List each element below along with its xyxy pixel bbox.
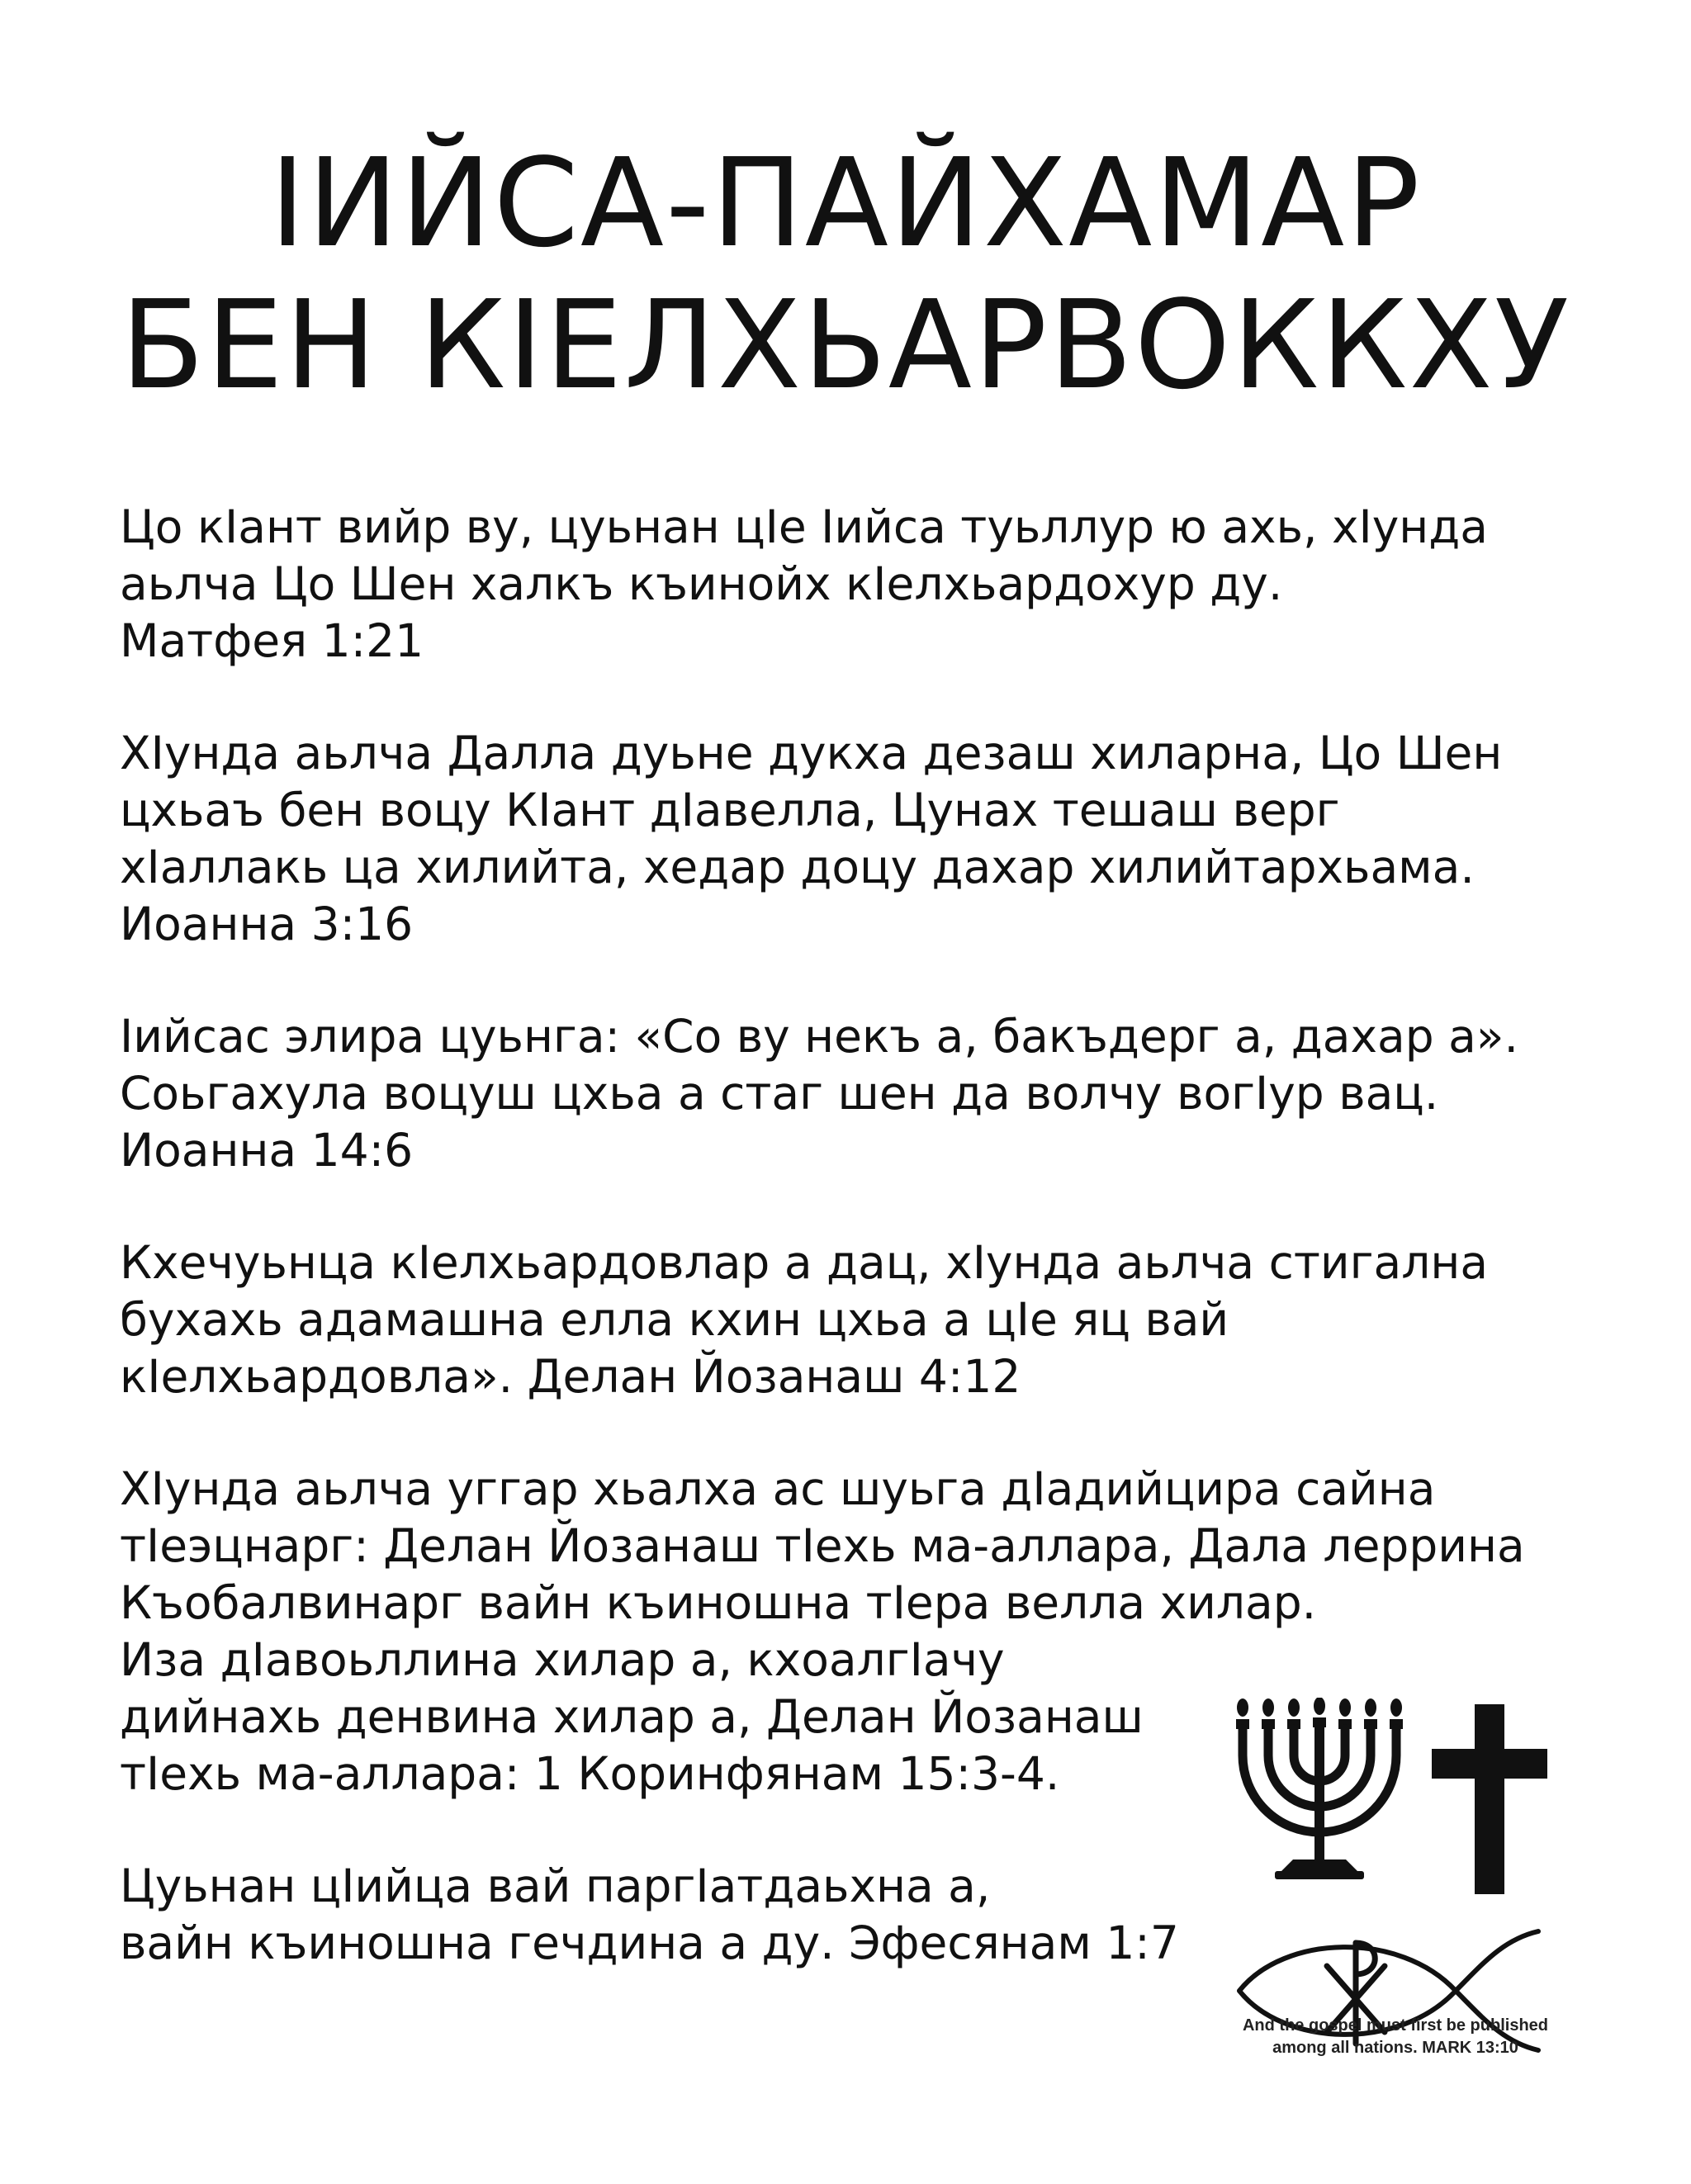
text-line: цхьаъ бен воцу КIант дIавелла, Цунах тешаш верг [120, 784, 1340, 836]
text-line: кIелхьардовла». Делан Йозанаш 4:12 [120, 1350, 1021, 1403]
text-line: Соьгахула воцуш цхьа а стаг шен да волчу вогIур вац. [120, 1067, 1439, 1120]
title-line-2: БЕН КІЕЛХЬАРВОККХУ [120, 274, 1571, 416]
text-line: ХIунда аьлча уггар хьалха ас шуьга дIадийцира сайна [120, 1462, 1436, 1515]
text-line: тIехь ма-аллара: 1 Коринфянам 15:3-4. [120, 1747, 1060, 1800]
caption-text [1131, 2015, 1660, 2059]
title-line-1: ІИЙСА-ПАЙХАМАР [269, 132, 1422, 274]
text-line: ХIунда аьлча Далла дуьне дукха дезаш хиларна, Цо Шен [120, 727, 1503, 779]
page-title [0, 132, 1691, 416]
cross-icon [1432, 1704, 1547, 1894]
text-line: тIеэцнарг: Делан Йозанаш тIехь ма-аллара, Дала леррина [120, 1519, 1525, 1572]
menorah-icon [1235, 1698, 1409, 1884]
verse-reference: Иоанна 14:6 [120, 1124, 414, 1177]
caption-line-1: And the gospel must first be published [1242, 2016, 1549, 2035]
text-line: аьлча Цо Шен халкъ къинойх кIелхьардохур ду. [120, 557, 1283, 610]
text-line: Иза дIавоьллина хилар а, кхоалгIачу [120, 1633, 1005, 1686]
verse-paragraph-john-3 [120, 725, 1606, 953]
text-line: дийнахь денвина хилар а, Делан Йозанаш [120, 1690, 1144, 1743]
text-line: Цо кIант вийр ву, цуьнан цIе Iийса туьллур ю ахь, хIунда [120, 500, 1488, 553]
text-line: Iийсас элира цуьнга: «Со ву некъ а, бакъдерг а, дахар а». [120, 1010, 1518, 1063]
verse-reference: Иоанна 3:16 [120, 898, 414, 950]
caption-line-2: among all nations. MARK 13:10 [1272, 2039, 1518, 2057]
text-line: Къобалвинарг вайн къиношна тIера велла хилар. [120, 1576, 1317, 1629]
verse-paragraph-acts [120, 1234, 1606, 1405]
text-line: Кхечуьнца кIелхьардовлар а дац, хIунда аьлча стигална [120, 1236, 1489, 1289]
verse-paragraph-matthew [120, 499, 1606, 670]
text-line: хIаллакь ца хилийта, хедар доцу дахар хилийтархьама. [120, 841, 1475, 893]
text-line: бухахь адамашна елла кхин цхьа а цIе яц вай [120, 1293, 1229, 1346]
text-line: вайн къиношна гечдина а ду. Эфесянам 1:7 [120, 1916, 1179, 1969]
text-line: Цуьнан цIийца вай паргIатдаьхна а, [120, 1859, 991, 1912]
verse-paragraph-john-14 [120, 1008, 1606, 1179]
verse-reference: Матфея 1:21 [120, 614, 424, 667]
